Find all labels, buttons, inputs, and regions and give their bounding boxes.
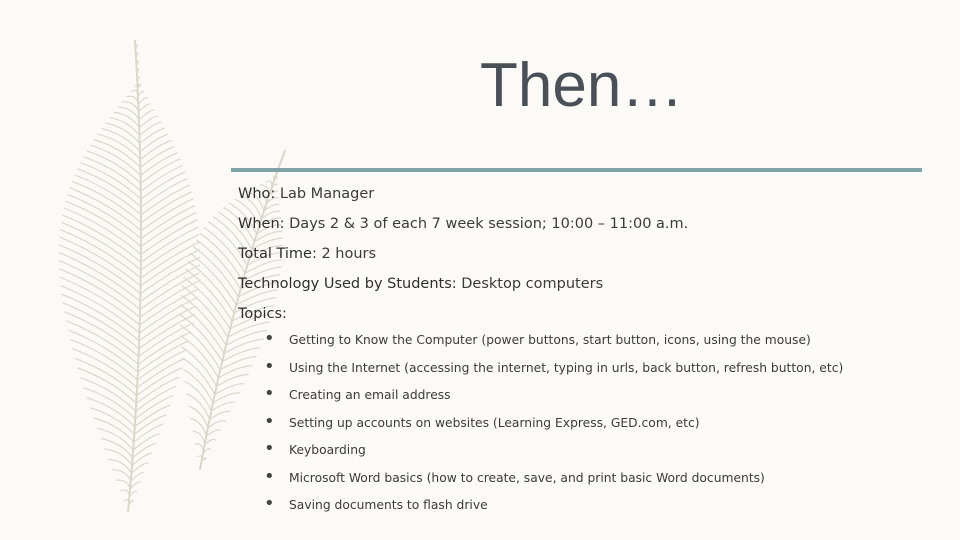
info-block [238,180,688,330]
field-total-time [238,240,688,270]
field-technology [238,270,688,300]
title-divider [231,168,922,172]
topics-list [264,327,843,520]
list-item [264,410,843,438]
bullet-icon: • [264,493,275,514]
bullet-icon: • [264,438,275,459]
topic-text: Setting up accounts on websites (Learning Express, GED.com, etc) [289,415,700,430]
topic-text: Microsoft Word basics (how to create, save, and print basic Word documents) [289,470,765,485]
slide-title: Then… [480,51,684,120]
bullet-icon: • [264,328,275,349]
field-label: Topics: [238,306,287,322]
field-label: Technology Used by Students: [238,276,457,292]
field-label: When: [238,216,285,232]
topic-text: Creating an email address [289,388,451,402]
bullet-icon: • [264,383,275,404]
field-who [238,180,688,210]
list-item [264,437,843,465]
field-label: Total Time: [238,246,317,262]
topic-text: Saving documents to flash drive [289,498,488,512]
field-topics [238,300,688,330]
bullet-icon: • [264,410,275,432]
field-label: Who: [238,186,276,202]
list-item [264,327,843,355]
list-item [264,355,843,383]
list-item [264,465,843,493]
list-item [264,492,843,520]
topic-text: Using the Internet (accessing the internet, typing in urls, back button, refresh button, etc) [289,360,844,375]
topic-text: Getting to Know the Computer (power buttons, start button, icons, using the mouse) [289,333,811,347]
field-value: Lab Manager [275,186,375,202]
bullet-icon: • [264,355,275,377]
bullet-icon: • [264,465,275,487]
topic-text: Keyboarding [289,443,366,457]
field-value: Desktop computers [456,276,604,292]
field-when [238,210,688,240]
list-item [264,382,843,410]
field-value: Days 2 & 3 of each 7 week session; 10:00 – 11:00 a.m. [284,216,689,232]
field-value: 2 hours [316,246,377,262]
